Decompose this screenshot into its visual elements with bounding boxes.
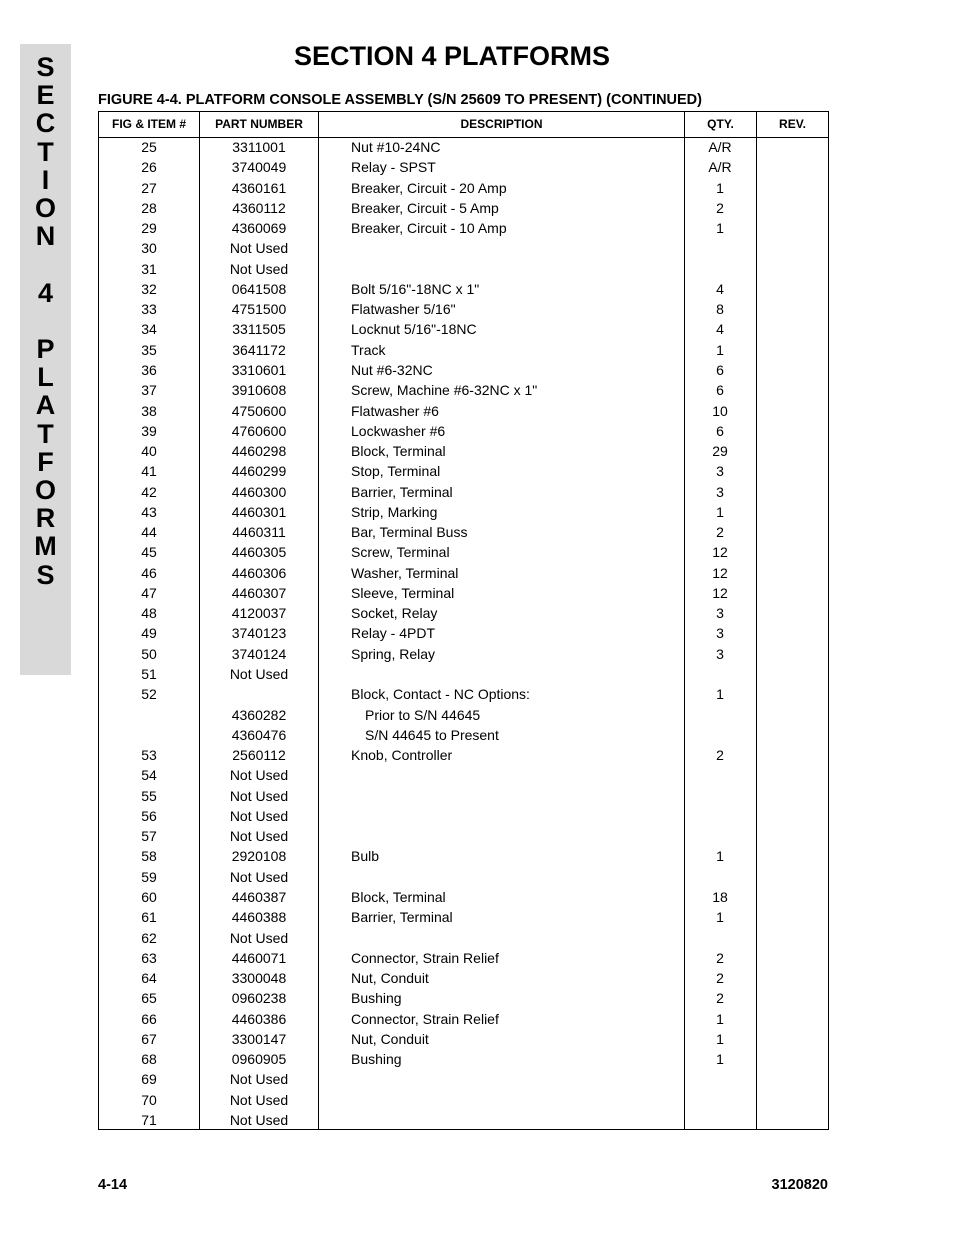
table-row <box>99 745 828 765</box>
table-row <box>99 279 828 299</box>
table-row <box>99 563 828 583</box>
table-row <box>99 157 828 177</box>
description-cell: Connector, Strain Relief <box>351 1010 499 1027</box>
table-row <box>99 826 828 846</box>
qty-cell: 18 <box>712 888 728 905</box>
table-row <box>99 198 828 218</box>
part-number-cell: 3910608 <box>231 382 287 399</box>
item-cell: 28 <box>141 199 157 216</box>
qty-cell: A/R <box>708 139 732 155</box>
table-row <box>99 1090 828 1110</box>
description-cell: Stop, Terminal <box>351 463 441 480</box>
description-cell: Flatwasher 5/16" <box>351 301 456 318</box>
item-cell: 39 <box>141 422 157 439</box>
item-cell: 26 <box>141 159 157 176</box>
part-number-cell: 4460388 <box>231 909 287 926</box>
part-number-cell: 3740124 <box>231 645 287 662</box>
table-row <box>99 907 828 927</box>
header-fig-item: FIG & ITEM # <box>111 117 186 131</box>
qty-cell: 12 <box>712 544 728 561</box>
qty-cell: 6 <box>716 422 724 439</box>
part-number-cell: 4460300 <box>231 483 287 500</box>
part-number-cell: 0960238 <box>231 990 287 1007</box>
item-cell: 55 <box>141 787 157 804</box>
qty-cell: 10 <box>712 402 728 419</box>
item-cell: 43 <box>141 503 157 520</box>
side-tab-letter: M <box>34 531 57 562</box>
qty-cell: 4 <box>716 321 724 338</box>
table-row <box>99 218 828 238</box>
part-number-cell: 4460071 <box>231 949 287 966</box>
item-cell: 71 <box>141 1111 157 1128</box>
table-row <box>99 340 828 360</box>
description-cell: Knob, Controller <box>351 747 453 764</box>
item-cell: 57 <box>141 828 157 845</box>
part-number-cell: 4460301 <box>231 503 287 520</box>
table-row <box>99 299 828 319</box>
table-row <box>99 360 828 380</box>
part-number-cell: Not Used <box>229 1111 289 1128</box>
item-cell: 62 <box>141 929 157 946</box>
description-cell: Breaker, Circuit - 5 Amp <box>351 199 499 216</box>
side-tab-letter: L <box>37 362 54 393</box>
part-number-cell: Not Used <box>229 868 289 885</box>
description-cell: Prior to S/N 44645 <box>365 706 481 723</box>
part-number-cell: 4751500 <box>231 301 287 318</box>
item-cell: 61 <box>141 909 157 926</box>
table-row <box>99 1049 828 1069</box>
table-row <box>99 401 828 421</box>
part-number-cell: Not Used <box>229 828 289 845</box>
qty-cell: 1 <box>716 179 724 196</box>
table-row <box>99 786 828 806</box>
side-tab-letter: O <box>34 475 56 505</box>
qty-cell: 2 <box>716 524 724 541</box>
table-row <box>99 867 828 887</box>
item-cell: 46 <box>141 564 157 581</box>
table-row <box>99 178 828 198</box>
part-number-cell: 3310601 <box>231 361 287 378</box>
description-cell: Strip, Marking <box>351 503 438 520</box>
item-cell: 66 <box>141 1010 157 1027</box>
description-cell: Track <box>351 341 386 358</box>
item-cell: 67 <box>141 1030 157 1047</box>
table-row <box>99 1029 828 1049</box>
header-rev: REV. <box>779 117 806 131</box>
description-cell: Flatwasher #6 <box>351 402 439 419</box>
table-row <box>99 1009 828 1029</box>
table-row <box>99 542 828 562</box>
description-cell: Block, Contact - NC Options: <box>351 686 530 703</box>
table-row <box>99 238 828 258</box>
item-cell: 64 <box>141 970 157 987</box>
part-number-cell: Not Used <box>229 929 289 946</box>
item-cell: 49 <box>141 625 157 642</box>
item-cell: 30 <box>141 240 157 257</box>
qty-cell: 2 <box>716 990 724 1007</box>
item-cell: 37 <box>141 382 157 399</box>
part-number-cell: 4360069 <box>231 220 287 237</box>
table-row <box>99 725 828 745</box>
table-row <box>99 441 828 461</box>
item-cell: 36 <box>141 361 157 378</box>
figure-title: FIGURE 4-4. PLATFORM CONSOLE ASSEMBLY (S/N 25609 TO PRESENT) (CONTINUED) <box>98 92 702 108</box>
part-number-cell: 3311505 <box>232 321 286 338</box>
table-row <box>99 623 828 643</box>
side-tab-letter: S <box>36 52 55 82</box>
side-tab-letter: E <box>36 80 55 111</box>
qty-cell: 6 <box>716 361 724 378</box>
item-cell: 47 <box>141 584 157 601</box>
qty-cell: 1 <box>716 503 724 520</box>
qty-cell: 1 <box>716 909 724 926</box>
item-cell: 70 <box>141 1091 157 1108</box>
qty-cell: 6 <box>716 382 724 399</box>
item-cell: 56 <box>141 807 157 824</box>
qty-cell: 2 <box>716 199 724 216</box>
side-tab-letter: C <box>35 108 56 139</box>
qty-cell: 1 <box>716 1010 724 1027</box>
part-number-cell: 2920108 <box>231 848 287 865</box>
part-number-cell: 4460311 <box>232 524 286 541</box>
part-number-cell: 4460307 <box>231 584 287 601</box>
side-tab-letter: A <box>35 390 56 421</box>
table-row <box>99 502 828 522</box>
qty-cell: 3 <box>716 645 724 662</box>
table-row <box>99 968 828 988</box>
qty-cell: 1 <box>716 686 724 703</box>
qty-cell: 4 <box>716 280 724 297</box>
qty-cell: 1 <box>716 1030 724 1047</box>
description-cell: Breaker, Circuit - 10 Amp <box>351 220 507 237</box>
description-cell: Bushing <box>351 990 402 1007</box>
header-part-number: PART NUMBER <box>215 117 303 131</box>
side-tab-letter: T <box>37 136 54 167</box>
description-cell: Screw, Machine #6-32NC x 1" <box>351 382 538 399</box>
item-cell: 58 <box>141 848 157 865</box>
description-cell: Sleeve, Terminal <box>351 584 455 601</box>
description-cell: Locknut 5/16"-18NC <box>351 321 477 338</box>
side-tab-letter: P <box>36 334 55 364</box>
table-row <box>99 380 828 400</box>
header-qty: QTY. <box>707 117 734 131</box>
table-row <box>99 928 828 948</box>
part-number-cell: 3641172 <box>232 341 286 358</box>
part-number-cell: 0960905 <box>231 1051 287 1068</box>
qty-cell: 3 <box>716 483 724 500</box>
qty-cell: 2 <box>716 949 724 966</box>
qty-cell: 2 <box>716 747 724 764</box>
table-row <box>99 664 828 684</box>
part-number-cell: 4750600 <box>231 402 287 419</box>
item-cell: 34 <box>141 321 157 338</box>
part-number-cell: 4120037 <box>231 605 287 622</box>
description-cell: Bushing <box>351 1051 402 1068</box>
qty-cell: 12 <box>712 584 728 601</box>
item-cell: 69 <box>141 1071 157 1088</box>
part-number-cell: Not Used <box>229 807 289 824</box>
qty-cell: 1 <box>716 848 724 865</box>
side-tab-letter: I <box>41 164 50 195</box>
document-number: 3120820 <box>771 1177 828 1193</box>
table-row <box>99 806 828 826</box>
part-number-cell: 3311001 <box>232 139 286 155</box>
table-row <box>99 259 828 279</box>
description-cell: Nut, Conduit <box>351 1030 429 1047</box>
table-row <box>99 988 828 1008</box>
description-cell: Spring, Relay <box>351 645 436 662</box>
description-cell: Washer, Terminal <box>351 564 459 581</box>
description-cell: Bar, Terminal Buss <box>351 524 468 541</box>
item-cell: 54 <box>141 767 157 784</box>
table-row <box>99 887 828 907</box>
qty-cell: 1 <box>716 220 724 237</box>
table-row <box>99 522 828 542</box>
item-cell: 51 <box>141 666 157 683</box>
item-cell: 65 <box>141 990 157 1007</box>
part-number-cell: 4760600 <box>231 422 287 439</box>
part-number-cell: 4360282 <box>231 706 287 723</box>
table-row <box>99 846 828 866</box>
description-cell: Nut #10-24NC <box>351 139 441 155</box>
item-cell: 31 <box>141 260 157 277</box>
part-number-cell: 4360112 <box>232 199 286 216</box>
description-cell: Block, Terminal <box>351 443 446 460</box>
description-cell: Relay - 4PDT <box>351 625 436 642</box>
part-number-cell: Not Used <box>229 787 289 804</box>
section-title: SECTION 4 PLATFORMS <box>294 41 611 71</box>
table-row <box>99 1110 828 1130</box>
table-row <box>99 705 828 725</box>
qty-cell: 12 <box>712 564 728 581</box>
table-row <box>99 461 828 481</box>
part-number-cell: Not Used <box>229 767 289 784</box>
item-cell: 27 <box>141 179 157 196</box>
item-cell: 45 <box>141 544 157 561</box>
table-row <box>99 482 828 502</box>
qty-cell: 3 <box>716 463 724 480</box>
item-cell: 29 <box>141 220 157 237</box>
parts-table <box>98 111 829 1130</box>
part-number-cell: 4360476 <box>231 726 287 743</box>
item-cell: 63 <box>141 949 157 966</box>
description-cell: Bulb <box>351 848 380 865</box>
part-number-cell: 2560112 <box>232 747 286 764</box>
item-cell: 40 <box>141 443 157 460</box>
qty-cell: A/R <box>708 159 732 176</box>
part-number-cell: Not Used <box>229 260 289 277</box>
qty-cell: 3 <box>716 625 724 642</box>
table-row <box>99 684 828 704</box>
item-cell: 68 <box>141 1051 157 1068</box>
part-number-cell: 3300147 <box>231 1030 287 1047</box>
item-cell: 32 <box>141 280 157 297</box>
item-cell: 50 <box>141 645 157 662</box>
part-number-cell: 4460386 <box>231 1010 287 1027</box>
item-cell: 60 <box>141 888 157 905</box>
part-number-cell: Not Used <box>229 666 289 683</box>
side-tab-letter: O <box>34 193 56 223</box>
side-tab-letter: F <box>37 446 54 477</box>
header-description: DESCRIPTION <box>460 117 543 131</box>
description-cell: Breaker, Circuit - 20 Amp <box>351 179 507 196</box>
qty-cell: 1 <box>716 1051 724 1068</box>
description-cell: Connector, Strain Relief <box>351 949 499 966</box>
item-cell: 52 <box>141 686 157 703</box>
item-cell: 59 <box>141 868 157 885</box>
qty-cell: 1 <box>716 341 724 358</box>
item-cell: 41 <box>141 463 157 480</box>
description-cell: Nut #6-32NC <box>351 361 433 378</box>
section-side-tab <box>20 44 71 675</box>
description-cell: Screw, Terminal <box>351 544 450 561</box>
part-number-cell: 3300048 <box>231 970 287 987</box>
description-cell: Socket, Relay <box>351 605 438 622</box>
item-cell: 33 <box>141 301 157 318</box>
table-row <box>99 421 828 441</box>
part-number-cell: 4460306 <box>231 564 287 581</box>
side-tab-letter: T <box>37 418 54 449</box>
qty-cell: 3 <box>716 605 724 622</box>
part-number-cell: 0641508 <box>231 280 287 297</box>
description-cell: Block, Terminal <box>351 888 446 905</box>
part-number-cell: 4460387 <box>231 888 287 905</box>
part-number-cell: 4460305 <box>231 544 287 561</box>
qty-cell: 8 <box>716 301 724 318</box>
page-number: 4-14 <box>98 1177 128 1193</box>
description-cell: Bolt 5/16"-18NC x 1" <box>351 280 480 297</box>
part-number-cell: Not Used <box>229 240 289 257</box>
table-row <box>99 583 828 603</box>
table-row <box>99 137 828 157</box>
side-tab-letter: N <box>35 221 56 252</box>
description-cell: S/N 44645 to Present <box>365 726 499 743</box>
part-number-cell: 4460299 <box>231 463 287 480</box>
description-cell: Lockwasher #6 <box>351 422 446 439</box>
part-number-cell: Not Used <box>229 1071 289 1088</box>
qty-cell: 2 <box>716 970 724 987</box>
description-cell: Nut, Conduit <box>351 970 429 987</box>
table-row <box>99 319 828 339</box>
side-tab-letter: R <box>35 503 56 534</box>
item-cell: 42 <box>141 483 157 500</box>
item-cell: 35 <box>141 341 157 358</box>
table-row <box>99 644 828 664</box>
table-row <box>99 765 828 785</box>
side-tab-letter: S <box>36 559 55 590</box>
table-row <box>99 603 828 623</box>
description-cell: Barrier, Terminal <box>351 483 453 500</box>
description-cell: Barrier, Terminal <box>351 909 453 926</box>
item-cell: 38 <box>141 402 157 419</box>
item-cell: 48 <box>141 605 157 622</box>
table-row <box>99 948 828 968</box>
item-cell: 44 <box>141 524 157 541</box>
description-cell: Relay - SPST <box>351 159 436 176</box>
part-number-cell: 4460298 <box>231 443 287 460</box>
side-tab-letter: 4 <box>37 277 54 308</box>
item-cell: 25 <box>141 139 157 155</box>
part-number-cell: 3740123 <box>231 625 287 642</box>
item-cell: 53 <box>141 747 157 764</box>
table-row <box>99 1069 828 1089</box>
part-number-cell: 3740049 <box>231 159 287 176</box>
part-number-cell: 4360161 <box>231 179 287 196</box>
qty-cell: 29 <box>712 443 728 460</box>
part-number-cell: Not Used <box>229 1091 289 1108</box>
